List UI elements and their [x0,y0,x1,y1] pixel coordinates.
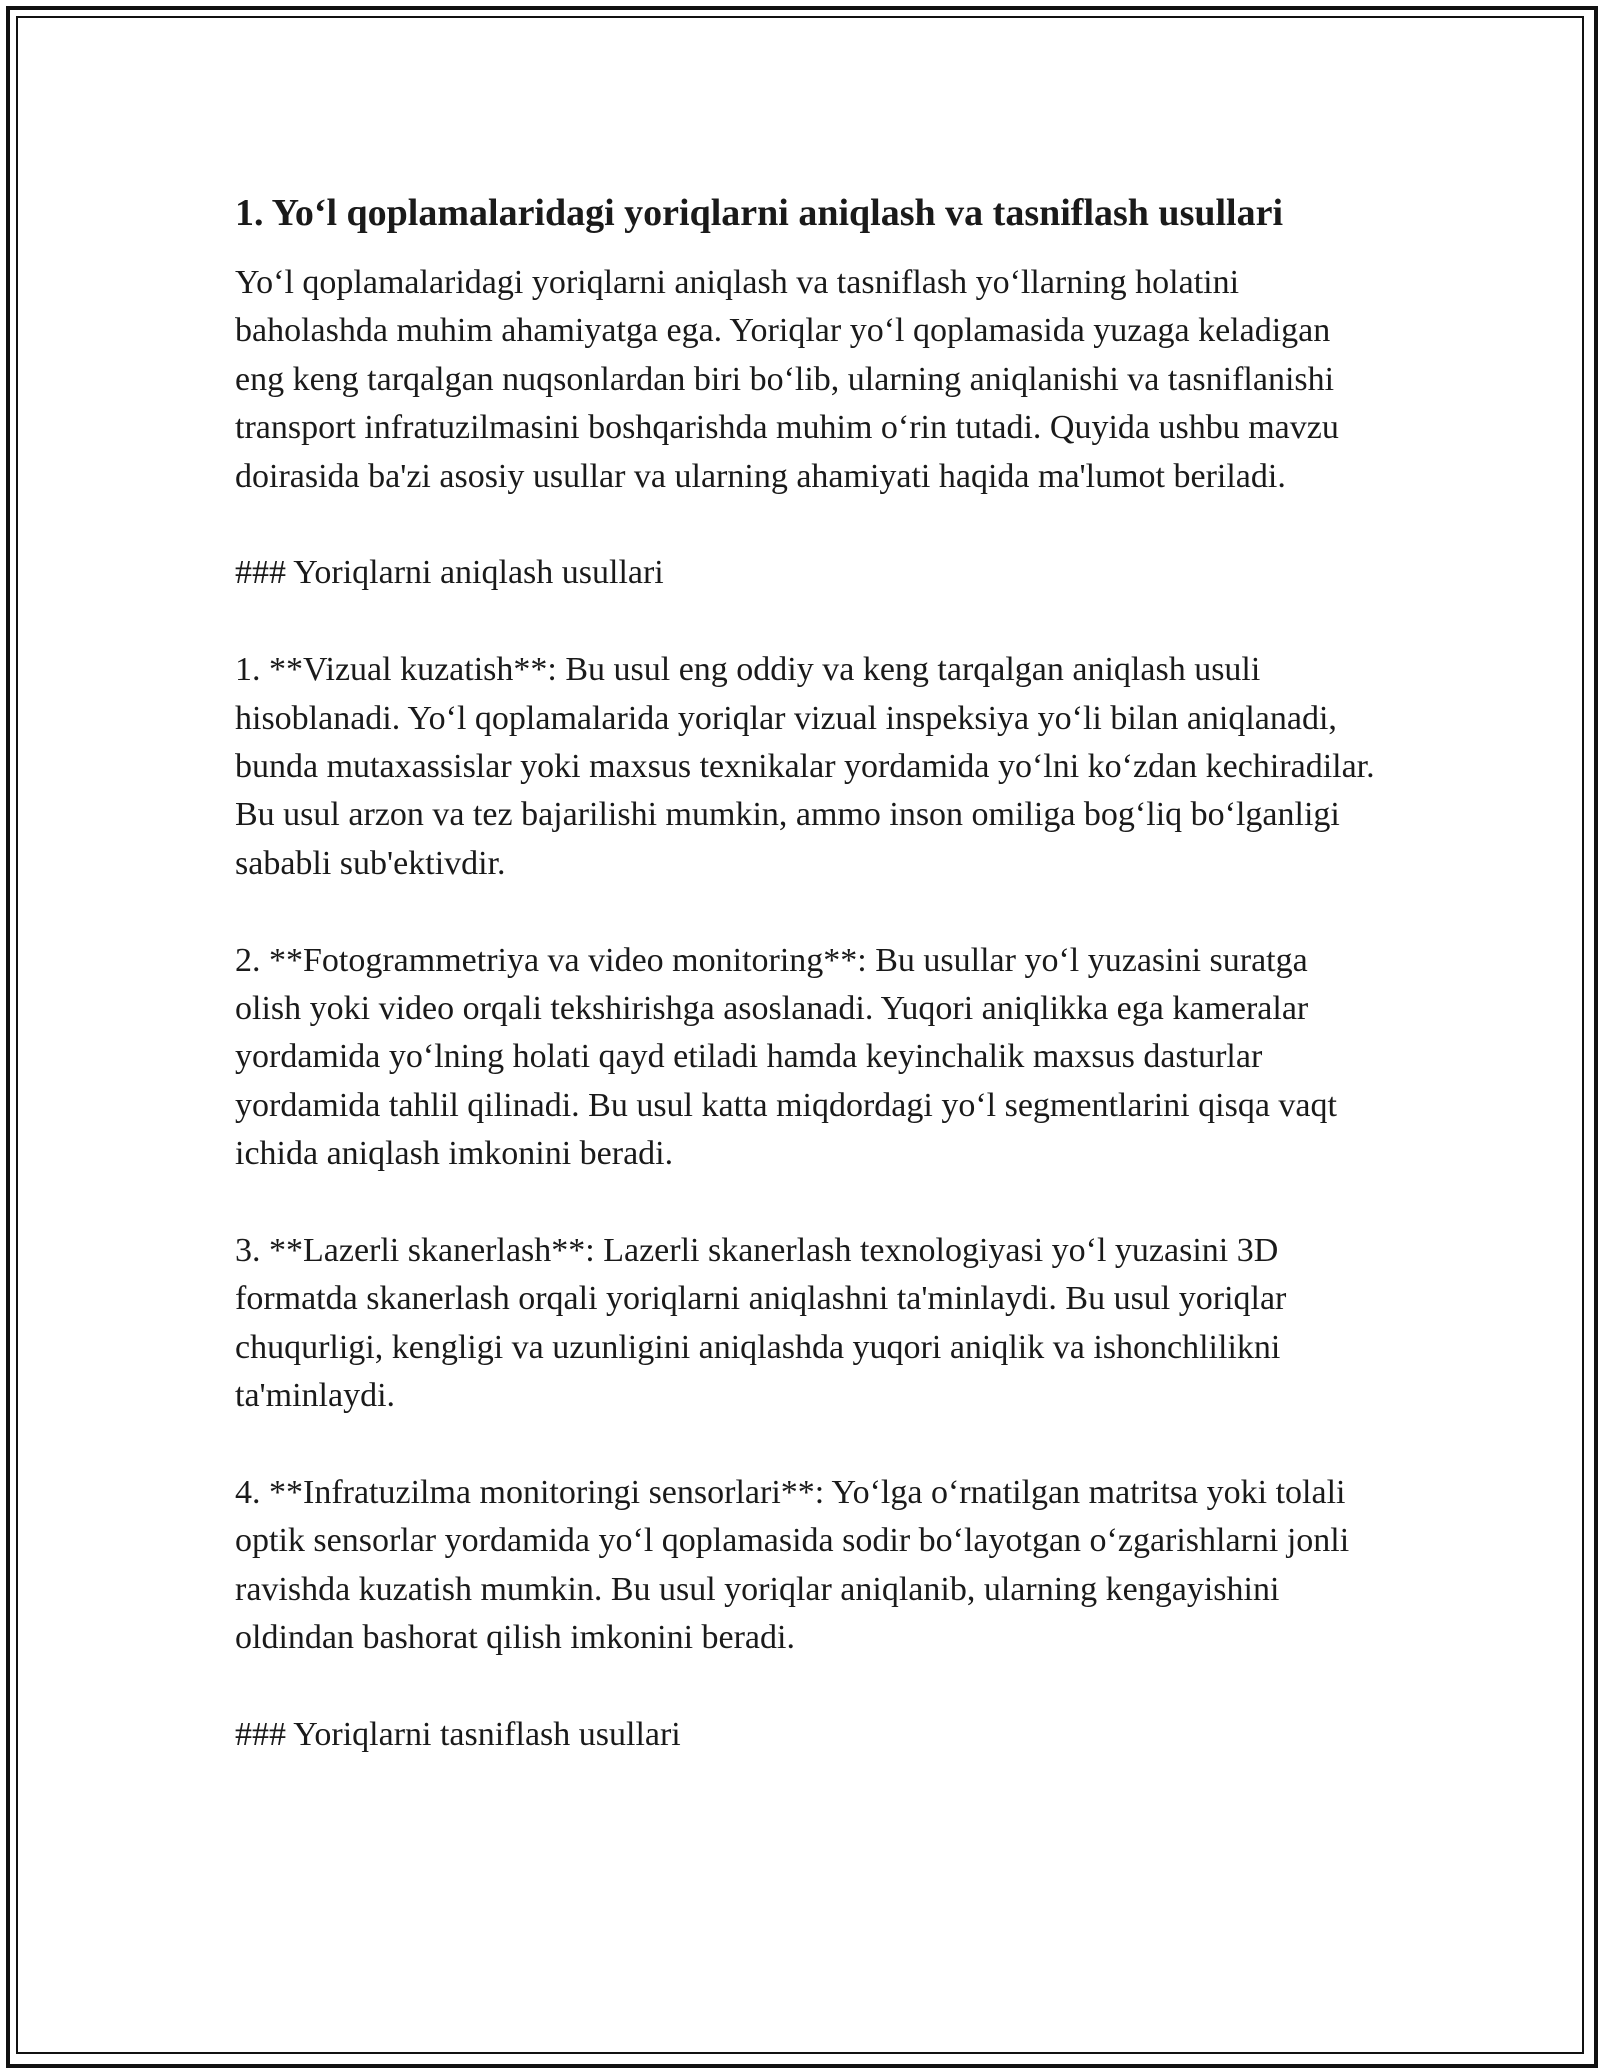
intro-paragraph: Yo‘l qoplamalaridagi yoriqlarni aniqlash va tasniflash yo‘llarning holatini baholashda muhim ahamiyatga ega. Yoriqlar yo‘l qoplamasida yuzaga keladigan eng keng tarqalgan nuqsonlardan biri bo‘lib, ularning aniqlanishi va tasniflanishi transport infratuzilmasini boshqarishda muhim o‘rin tutadi. Quyida ushbu mavzu doirasida ba'zi asosiy usullar va ularning ahamiyati haqida ma'lumot beriladi. [235,264,1339,495]
document-body [235,186,1375,1808]
list-item-laser-scanning: 3. **Lazerli skanerlash**: Lazerli skanerlash texnologiyasi yo‘l yuzasini 3D formatda skanerlash orqali yoriqlarni aniqlashni ta'minlaydi. Bu usul yoriqlar chuqurligi, kengligi va uzunligini aniqlashda yuqori aniqlik va ishonchlilikni ta'minlaydi. [235,1232,1287,1415]
document-title: 1. Yo‘l qoplamalaridagi yoriqlarni aniqlash va tasniflash usullari [235,192,1284,234]
list-item-photogrammetry: 2. **Fotogrammetriya va video monitoring**: Bu usullar yo‘l yuzasini suratga olish yoki video orqali tekshirishga asoslanadi. Yuqori aniqlikka ega kameralar yordamida yo‘lning holati qayd etiladi hamda keyinchalik maxsus dasturlar yordamida tahlil qilinadi. Bu usul katta miqdordagi yo‘l segmentlarini qisqa vaqt ichida aniqlash imkonini beradi. [235,941,1337,1173]
section-heading-detection: ### Yoriqlarni aniqlash usullari [235,554,664,592]
list-item-visual-inspection: 1. **Vizual kuzatish**: Bu usul eng oddiy va keng tarqalgan aniqlash usuli hisoblanadi. Yo‘l qoplamalarida yoriqlar vizual inspeksiya yo‘li bilan aniqlanadi, bunda mutaxassislar yoki maxsus texnikalar yordamida yo‘lni ko‘zdan kechiradilar. Bu usul arzon va tez bajarilishi mumkin, ammo inson omiliga bog‘liq bo‘lganligi sababli sub'ektivdir. [235,651,1375,882]
section-heading-classification: ### Yoriqlarni tasniflash usullari [235,1716,681,1754]
list-item-sensors: 4. **Infratuzilma monitoringi sensorlari**: Yo‘lga o‘rnatilgan matritsa yoki tolali optik sensorlar yordamida yo‘l qoplamasida sodir bo‘layotgan o‘zgarishlarni jonli ravishda kuzatish mumkin. Bu usul yoriqlar aniqlanib, ularning kengayishini oldindan bashorat qilish imkonini beradi. [235,1474,1350,1657]
